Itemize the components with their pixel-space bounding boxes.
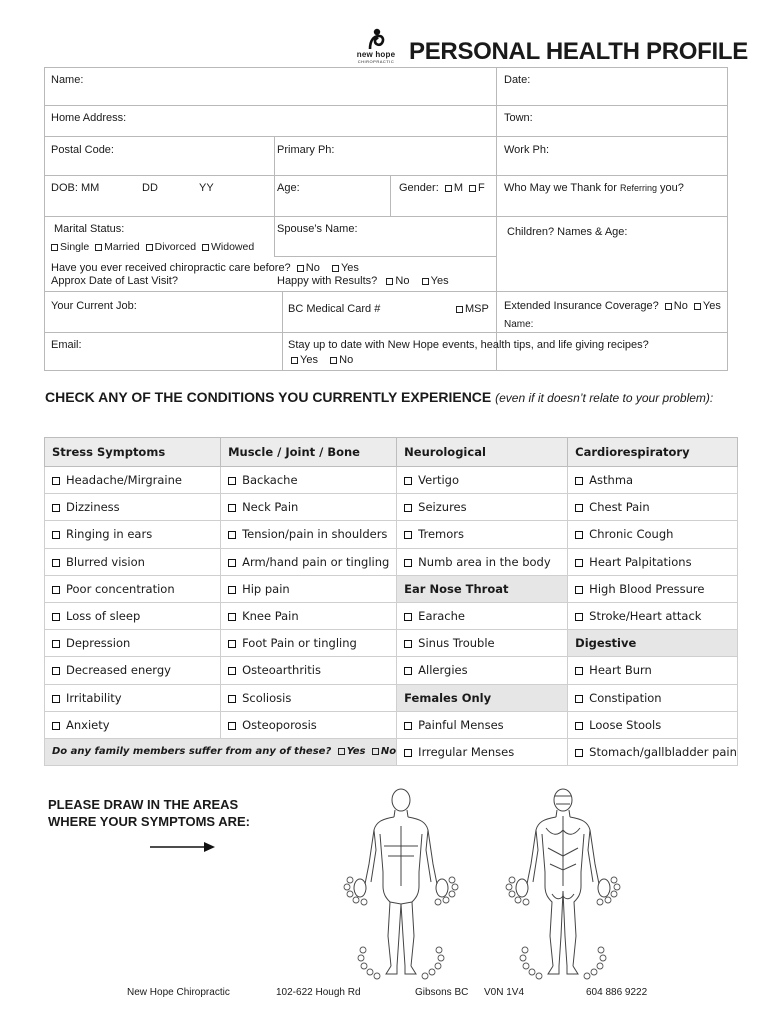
column-header: Stress Symptoms (45, 438, 221, 467)
condition-label: Earache (418, 609, 465, 624)
divorced-checkbox[interactable] (146, 244, 153, 251)
referral-label-small: Referring (619, 183, 657, 193)
footer-clinic-name: New Hope Chiropractic (127, 987, 230, 998)
condition-option[interactable] (397, 521, 568, 548)
condition-option[interactable] (397, 494, 568, 521)
gender-m-checkbox[interactable] (445, 185, 452, 192)
conditions-heading-text: CHECK ANY OF THE CONDITIONS YOU CURRENTLY EXPERIENCE (45, 389, 492, 405)
condition-label: Painful Menses (418, 717, 504, 732)
condition-label: Blurred vision (66, 554, 145, 569)
footer-phone: 604 886 9222 (586, 987, 648, 998)
conditions-row (45, 575, 738, 602)
conditions-row (45, 602, 738, 629)
footer-address: 102-622 Hough Rd (276, 987, 361, 998)
condition-checkbox[interactable] (52, 586, 60, 594)
newsletter-no-checkbox[interactable] (330, 357, 337, 364)
spouse-name-field[interactable]: Spouse’s Name: (277, 223, 358, 235)
condition-label: Scoliosis (242, 690, 292, 705)
conditions-table (44, 437, 738, 766)
condition-checkbox[interactable] (52, 504, 60, 512)
happy-no-checkbox[interactable] (386, 278, 393, 285)
arrow-right-icon (150, 840, 216, 854)
date-field[interactable]: Date: (504, 74, 531, 86)
condition-checkbox[interactable] (404, 640, 412, 648)
ins-no-checkbox[interactable] (665, 303, 672, 310)
condition-label: Loss of sleep (66, 609, 141, 624)
condition-checkbox[interactable] (228, 504, 236, 512)
divorced-label: Divorced (154, 241, 197, 253)
referral-label: Who May we Thank for (504, 182, 617, 194)
happy-no-label: No (395, 275, 410, 287)
newsletter-question: Stay up to date with New Hope events, health tips, and life giving recipes? (288, 339, 649, 351)
chiro-before-label: Have you ever received chiropractic care before? (51, 262, 291, 274)
condition-option[interactable] (45, 521, 221, 548)
newsletter-no-label: No (339, 354, 354, 366)
conditions-row (45, 494, 738, 521)
condition-option[interactable] (568, 575, 738, 602)
condition-checkbox[interactable] (404, 667, 412, 675)
condition-checkbox[interactable] (52, 667, 60, 675)
condition-label: Constipation (589, 690, 662, 705)
category-subheader: Females Only (397, 684, 568, 711)
newsletter-options (288, 354, 353, 367)
category-subheader: Digestive (568, 630, 738, 657)
condition-label: Hip pain (242, 581, 290, 596)
chiro-before-no-checkbox[interactable] (297, 265, 304, 272)
extended-insurance-label: Extended Insurance Coverage? (504, 300, 659, 312)
condition-option[interactable] (397, 657, 568, 684)
age-field[interactable]: Age: (277, 182, 300, 194)
family-no-checkbox[interactable] (372, 748, 379, 755)
insurance-name-field[interactable]: Name: (504, 319, 534, 330)
condition-option[interactable] (45, 467, 221, 494)
condition-label: Depression (66, 636, 131, 651)
condition-label: Irregular Menses (418, 744, 515, 759)
condition-option[interactable] (568, 657, 738, 684)
condition-checkbox[interactable] (575, 695, 583, 703)
condition-option[interactable] (221, 630, 397, 657)
newsletter-yes-label: Yes (300, 354, 318, 366)
married-checkbox[interactable] (95, 244, 102, 251)
condition-checkbox[interactable] (52, 531, 60, 539)
condition-option[interactable] (221, 521, 397, 548)
footer-postal-code: V0N 1V4 (484, 987, 525, 998)
condition-checkbox[interactable] (228, 695, 236, 703)
family-question-text: Do any family members suffer from any of these? (52, 746, 332, 758)
town-field[interactable]: Town: (504, 112, 533, 124)
condition-label: Tremors (418, 527, 465, 542)
primary-phone-field[interactable]: Primary Ph: (277, 144, 335, 156)
extended-insurance-question (504, 300, 721, 313)
condition-option[interactable] (397, 467, 568, 494)
condition-label: Backache (242, 473, 298, 488)
last-visit-field[interactable]: Approx Date of Last Visit? (51, 275, 178, 287)
condition-option[interactable] (397, 711, 568, 738)
draw-instructions-line2: WHERE YOUR SYMPTOMS ARE: (48, 814, 251, 829)
family-history-row (45, 738, 738, 765)
condition-option[interactable] (568, 548, 738, 575)
condition-label: Osteoporosis (242, 717, 317, 732)
condition-option[interactable] (45, 630, 221, 657)
condition-checkbox[interactable] (575, 722, 583, 730)
condition-checkbox[interactable] (52, 722, 60, 730)
widowed-label: Widowed (211, 241, 255, 253)
msp-checkbox[interactable] (456, 306, 463, 313)
condition-checkbox[interactable] (575, 613, 583, 621)
condition-option[interactable] (45, 494, 221, 521)
ins-yes-label: Yes (702, 300, 721, 312)
condition-option[interactable] (397, 738, 568, 765)
column-header: Muscle / Joint / Bone (221, 438, 397, 467)
children-field[interactable]: Children? Names & Age: (507, 226, 628, 238)
condition-option[interactable] (221, 575, 397, 602)
condition-option[interactable] (45, 602, 221, 629)
condition-label: Chest Pain (589, 500, 650, 515)
married-label: Married (104, 241, 140, 253)
condition-label: Asthma (589, 473, 634, 488)
body-front-diagram[interactable] (338, 786, 464, 984)
condition-label: Anxiety (66, 717, 110, 732)
single-checkbox[interactable] (51, 244, 58, 251)
conditions-heading-note: (even if it doesn’t relate to your problem) (495, 391, 710, 405)
gender-f-label: F (478, 182, 485, 194)
condition-option[interactable] (397, 630, 568, 657)
condition-checkbox[interactable] (575, 559, 583, 567)
condition-label: Neck Pain (242, 500, 299, 515)
current-job-field[interactable]: Your Current Job: (51, 300, 137, 312)
condition-option[interactable] (568, 711, 738, 738)
condition-checkbox[interactable] (228, 640, 236, 648)
condition-option[interactable] (568, 684, 738, 711)
condition-option[interactable] (45, 548, 221, 575)
happy-results-question (277, 275, 449, 288)
condition-option[interactable] (45, 711, 221, 738)
condition-label: Poor concentration (66, 581, 175, 596)
condition-label: Stroke/Heart attack (589, 609, 702, 624)
logo-text: new hope (356, 50, 396, 59)
postal-code-field[interactable]: Postal Code: (51, 144, 114, 156)
gender-m-label: M (453, 182, 463, 194)
column-header: Neurological (397, 438, 568, 467)
chiro-before-yes-label: Yes (340, 262, 359, 274)
bc-medical-field[interactable]: BC Medical Card # (288, 303, 381, 315)
draw-instructions (48, 796, 250, 830)
conditions-heading-colon: : (709, 391, 714, 405)
marital-status-options (48, 241, 254, 254)
condition-option[interactable] (221, 548, 397, 575)
condition-checkbox[interactable] (228, 667, 236, 675)
condition-label: High Blood Pressure (589, 581, 705, 596)
clinic-logo (350, 28, 402, 70)
condition-label: Decreased energy (66, 663, 171, 678)
family-history-question (45, 738, 397, 765)
condition-label: Sinus Trouble (418, 636, 495, 651)
widowed-checkbox[interactable] (202, 244, 209, 251)
happy-yes-label: Yes (430, 275, 449, 287)
condition-option[interactable] (568, 602, 738, 629)
condition-checkbox[interactable] (228, 722, 236, 730)
family-no-label: No (380, 746, 397, 758)
condition-label: Chronic Cough (589, 527, 674, 542)
conditions-row (45, 711, 738, 738)
condition-checkbox[interactable] (404, 613, 412, 621)
condition-checkbox[interactable] (228, 586, 236, 594)
condition-option[interactable] (568, 494, 738, 521)
condition-checkbox[interactable] (52, 559, 60, 567)
condition-option[interactable] (568, 521, 738, 548)
conditions-row (45, 467, 738, 494)
condition-checkbox[interactable] (404, 477, 412, 485)
condition-checkbox[interactable] (404, 504, 412, 512)
condition-checkbox[interactable] (575, 667, 583, 675)
condition-option[interactable] (45, 657, 221, 684)
condition-option[interactable] (45, 684, 221, 711)
condition-label: Heart Palpitations (589, 554, 692, 569)
referral-field[interactable] (504, 182, 684, 195)
logo-figure-icon (366, 28, 386, 50)
condition-checkbox[interactable] (228, 477, 236, 485)
condition-checkbox[interactable] (575, 749, 583, 757)
condition-checkbox[interactable] (228, 531, 236, 539)
condition-checkbox[interactable] (52, 613, 60, 621)
condition-option[interactable] (397, 602, 568, 629)
condition-label: Knee Pain (242, 609, 299, 624)
condition-checkbox[interactable] (228, 613, 236, 621)
condition-option[interactable] (568, 738, 738, 765)
logo-subtext: CHIROPRACTIC (357, 59, 395, 64)
name-field[interactable]: Name: (51, 74, 84, 86)
dob-year-field[interactable]: YY (199, 182, 214, 194)
condition-label: Stomach/gallbladder pain (589, 744, 737, 759)
conditions-row (45, 657, 738, 684)
condition-checkbox[interactable] (52, 695, 60, 703)
draw-instructions-line1: PLEASE DRAW IN THE AREAS (48, 797, 239, 812)
condition-label: Osteoarthritis (242, 663, 321, 678)
page-title: PERSONAL HEALTH PROFILE (409, 38, 748, 65)
chiro-before-yes-checkbox[interactable] (332, 265, 339, 272)
condition-option[interactable] (221, 684, 397, 711)
condition-label: Irritability (66, 690, 122, 705)
column-header: Cardiorespiratory (568, 438, 738, 467)
conditions-row (45, 684, 738, 711)
msp-option (453, 303, 489, 316)
body-back-diagram[interactable] (500, 786, 626, 984)
condition-checkbox[interactable] (52, 640, 60, 648)
gender-label: Gender: (399, 182, 439, 194)
happy-yes-checkbox[interactable] (422, 278, 429, 285)
condition-checkbox[interactable] (404, 531, 412, 539)
family-yes-label: Yes (346, 746, 366, 758)
condition-option[interactable] (221, 711, 397, 738)
condition-label: Heart Burn (589, 663, 652, 678)
condition-label: Vertigo (418, 473, 459, 488)
condition-label: Dizziness (66, 500, 120, 515)
condition-checkbox[interactable] (52, 477, 60, 485)
single-label: Single (60, 241, 90, 253)
condition-label: Foot Pain or tingling (242, 636, 357, 651)
condition-label: Headache/Mirgraine (66, 473, 182, 488)
referral-label-end: you? (660, 182, 684, 194)
email-field[interactable]: Email: (51, 339, 82, 351)
condition-label: Arm/hand pain or tingling (242, 554, 390, 569)
personal-info-form (44, 67, 728, 371)
family-yes-checkbox[interactable] (338, 748, 345, 755)
chiro-before-no-label: No (305, 262, 320, 274)
condition-checkbox[interactable] (228, 559, 236, 567)
gender-f-checkbox[interactable] (469, 185, 476, 192)
conditions-row (45, 521, 738, 548)
condition-label: Numb area in the body (418, 554, 551, 569)
condition-checkbox[interactable] (404, 722, 412, 730)
footer-city: Gibsons BC (415, 987, 469, 998)
chiro-before-question (51, 262, 359, 275)
condition-label: Tension/pain in shoulders (242, 527, 388, 542)
condition-checkbox[interactable] (404, 749, 412, 757)
marital-status-label: Marital Status: (54, 223, 125, 235)
category-subheader: Ear Nose Throat (397, 575, 568, 602)
condition-label: Seizures (418, 500, 467, 515)
work-phone-field[interactable]: Work Ph: (504, 144, 550, 156)
conditions-row (45, 548, 738, 575)
condition-label: Loose Stools (589, 717, 662, 732)
happy-results-label: Happy with Results? (277, 275, 378, 287)
ins-no-label: No (673, 300, 688, 312)
condition-label: Allergies (418, 663, 468, 678)
conditions-header-row (45, 438, 738, 467)
dob-month-field[interactable]: DOB: MM (51, 182, 100, 194)
newsletter-yes-checkbox[interactable] (291, 357, 298, 364)
condition-option[interactable] (221, 602, 397, 629)
condition-option[interactable] (221, 657, 397, 684)
condition-checkbox[interactable] (404, 559, 412, 567)
conditions-heading (45, 388, 725, 407)
condition-label: Ringing in ears (66, 527, 153, 542)
condition-option[interactable] (45, 575, 221, 602)
condition-checkbox[interactable] (575, 586, 583, 594)
condition-option[interactable] (221, 494, 397, 521)
condition-checkbox[interactable] (575, 477, 583, 485)
conditions-row (45, 630, 738, 657)
condition-checkbox[interactable] (575, 531, 583, 539)
condition-option[interactable] (397, 548, 568, 575)
condition-checkbox[interactable] (575, 504, 583, 512)
condition-option[interactable] (221, 467, 397, 494)
dob-day-field[interactable]: DD (142, 182, 158, 194)
gender-field (399, 182, 485, 195)
home-address-field[interactable]: Home Address: (51, 112, 127, 124)
msp-label: MSP (465, 303, 489, 315)
condition-option[interactable] (568, 467, 738, 494)
ins-yes-checkbox[interactable] (694, 303, 701, 310)
